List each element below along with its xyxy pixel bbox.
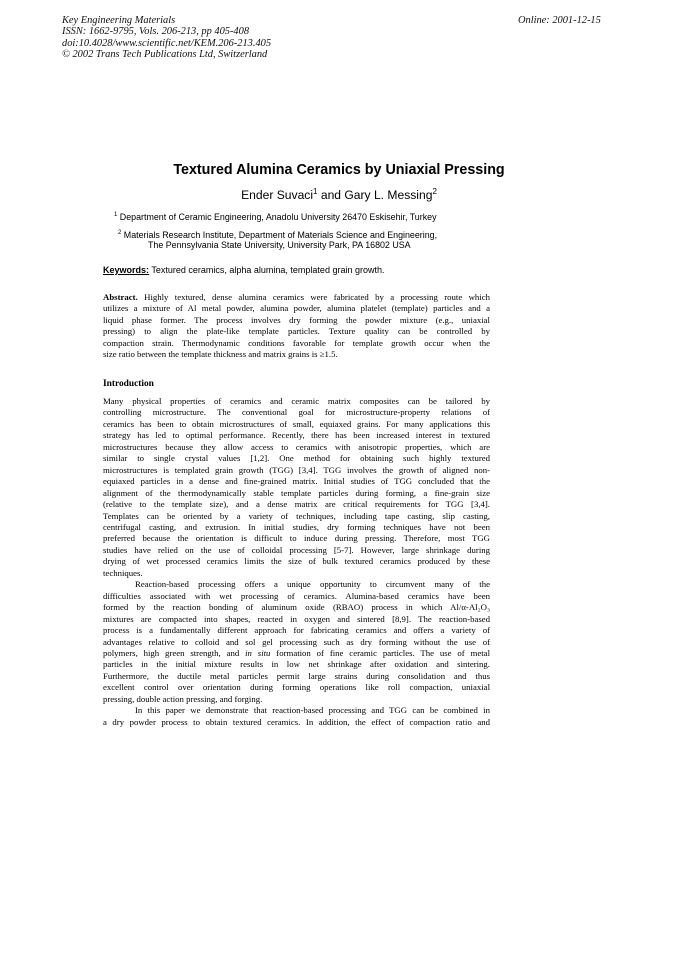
author-1-sup: 1 bbox=[313, 187, 318, 196]
journal-header bbox=[62, 15, 271, 60]
intro-line: preferred because the orientation is difficult to induce during pressing. Therefore, most TGG bbox=[103, 533, 490, 544]
abstract-line: utilizes a mixture of Al metal powder, alumina powder, alumina platelet (template) particles and a bbox=[103, 303, 490, 314]
abstract-line: pressing) to align the plate-like template particles. Texture quality can be controlled by bbox=[103, 326, 490, 337]
intro-line: (relative to the template size), and a dense matrix are critical requirements for TGG [3,4]. bbox=[103, 499, 490, 510]
copyright-line: © 2002 Trans Tech Publications Ltd, Switzerland bbox=[62, 48, 268, 60]
author-2-sup: 2 bbox=[432, 187, 437, 196]
affiliation-2-text: Materials Research Institute, Department of Materials Science and Engineering, bbox=[121, 229, 438, 240]
intro-line: pressing, double action pressing, and forging. bbox=[103, 693, 263, 704]
keywords-text: Textured ceramics, alpha alumina, templated grain growth. bbox=[149, 265, 385, 275]
intro-line: ceramics has been to obtain microstructures of small, equiaxed grains. For many applications this bbox=[103, 418, 490, 429]
online-date: Online: 2001-12-15 bbox=[518, 15, 601, 26]
intro-line: studies have relied on the use of colloidal processing [5-7]. However, large shrinkage during bbox=[103, 544, 490, 555]
author-1: Ender Suvaci bbox=[241, 188, 314, 203]
abstract-label: Abstract. bbox=[103, 292, 138, 302]
intro-line: mixtures are compacted into shapes, reacted in oxygen and sintered [8,9]. The reaction-based bbox=[103, 613, 490, 624]
introduction-body bbox=[103, 396, 490, 728]
intro-line: microstructures because they allow access to ceramics with anisotropic properties, which are bbox=[103, 441, 490, 452]
affiliation-2-line-2: The Pennsylvania State University, University Park, PA 16802 USA bbox=[148, 240, 411, 250]
intro-line: Furthermore, the ductile metal particles permit large strains during consolidation and thus bbox=[103, 670, 490, 681]
intro-line: techniques. bbox=[103, 567, 143, 578]
intro-line: Reaction-based processing offers a unique opportunity to circumvent many of the bbox=[135, 579, 490, 590]
abstract-line: Abstract. Highly textured, dense alumina ceramics were fabricated by a processing route which bbox=[103, 292, 490, 302]
intro-line: advantages relative to colloid and sol gel processing such as dry forming without the use of bbox=[103, 636, 490, 647]
intro-line: equiaxed particles in a dense and fine-grained matrix. Initial studies of TGG concluded that the bbox=[103, 476, 490, 487]
paper-title: Textured Alumina Ceramics by Uniaxial Pressing bbox=[173, 162, 505, 178]
intro-line: controlling microstructure. The conventional goal for microstructure-property relations of bbox=[103, 407, 490, 418]
intro-line: particles in the initial mixture results in low net shrinkage after oxidation and sintering. bbox=[103, 659, 490, 670]
section-heading-introduction: Introduction bbox=[103, 379, 154, 389]
affiliation-1-text: Department of Ceramic Engineering, Anadolu University 26470 Eskisehir, Turkey bbox=[117, 211, 437, 222]
intro-line: process is a fundamentally different approach for fabricating ceramics and offers a variety of bbox=[103, 625, 490, 636]
intro-line: drying of wet processed ceramics limits the size of bulk textured ceramics produced by these bbox=[103, 556, 490, 567]
keywords-label: Keywords: bbox=[103, 265, 150, 275]
doi-line: doi:10.4028/www.scientific.net/KEM.206-213.405 bbox=[62, 37, 272, 49]
intro-line: centrifugal casting, and extrusion. In initial studies, dry forming techniques have not been bbox=[103, 521, 490, 532]
intro-line: difficulties associated with wet processing of ceramics. Alumina-based ceramics have been bbox=[103, 590, 490, 601]
abstract-line: liquid phase former. The process involves dry forming the powder mixture (e.g., uniaxial bbox=[103, 314, 490, 325]
intro-line: polymers, high green strength, and in situ formation of fine ceramic particles. The use of metal bbox=[103, 647, 490, 658]
intro-line: Many physical properties of ceramics and ceramic matrix composites can be tailored by bbox=[103, 396, 490, 406]
affiliation-1-sup: 1 bbox=[114, 212, 118, 218]
abstract-line: size ratio between the template thickness and matrix grains is ≥1.5. bbox=[103, 349, 338, 360]
affiliation-1 bbox=[114, 209, 437, 223]
keywords bbox=[103, 265, 384, 275]
intro-line: Templates can be oriented by a variety of techniques, including tape casting, slip casting, bbox=[103, 510, 490, 521]
intro-line: formed by the reaction bonding of aluminum oxide (RBAO) process in which Al/α-Al₂O₃ bbox=[103, 602, 490, 613]
in-situ-italic: in situ bbox=[245, 647, 271, 658]
affiliation-2-sup: 2 bbox=[118, 230, 122, 236]
issn-line: ISSN: 1662-9795, Vols. 206-213, pp 405-408 bbox=[62, 26, 250, 38]
intro-line: strategy has led to optimal performance. Recently, there has been increased interest in textured bbox=[103, 430, 490, 441]
intro-line: In this paper we demonstrate that reaction-based processing and TGG can be combined in bbox=[135, 705, 490, 716]
intro-line: a dry powder process to obtain textured ceramics. In addition, the effect of compaction ratio and bbox=[103, 716, 490, 727]
author-2: and Gary L. Messing bbox=[317, 188, 433, 203]
abstract-line: compaction strain. Thermodynamic conditions favorable for template growth occur when the bbox=[103, 337, 490, 348]
intro-line: similar to single crystal values [1,2]. One method for obtaining such highly textured bbox=[103, 453, 490, 464]
intro-line: microstructures is templated grain growth (TGG) [3,4]. TGG involves the growth of aligned non- bbox=[103, 464, 490, 475]
journal-name: Key Engineering Materials bbox=[62, 15, 176, 26]
author-line bbox=[0, 187, 678, 202]
abstract bbox=[103, 292, 490, 361]
intro-line: alignment of the thermodynamically stable template particles during forming, a fine-grain size bbox=[103, 487, 490, 498]
intro-line: excellent control over orientation during forming operations like roll compaction, uniaxial bbox=[103, 682, 490, 693]
